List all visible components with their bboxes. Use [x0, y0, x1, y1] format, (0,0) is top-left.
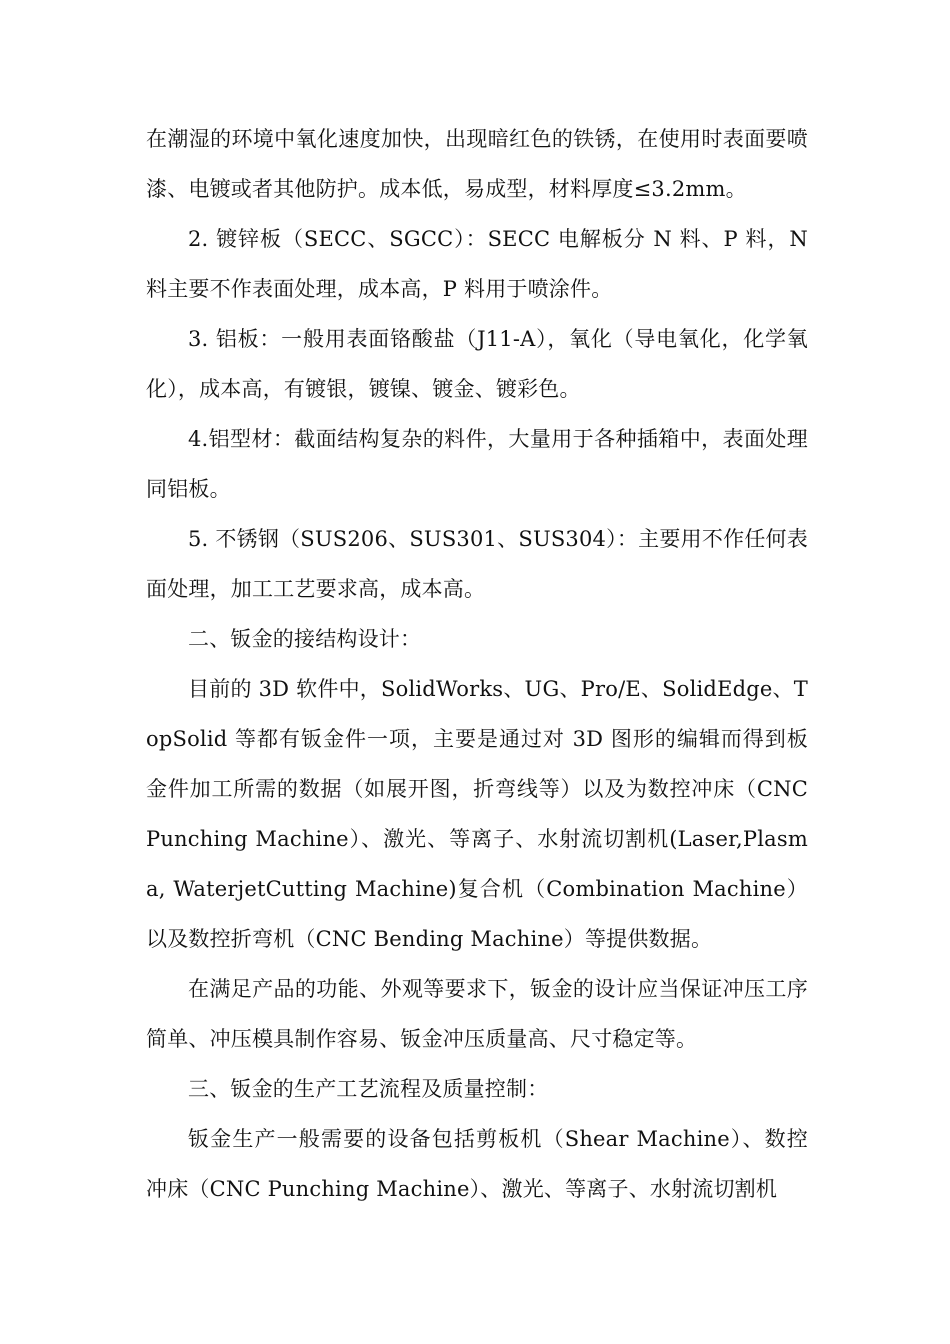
- paragraph-3d-software: 目前的 3D 软件中，SolidWorks、UG、Pro/E、SolidEdge、TopSolid 等都有钣金件一项，主要是通过对 3D 图形的编辑而得到板金件加工所需的数据（如展开图，折弯线等）以及为数控冲床（CNC Punching Machine）、激光、等离子、水射流切割机(Laser,Plasma, WaterjetCutting Machine)复合机（Combination Machine）以及数控折弯机（CNC Bending Machine）等提供数据。: [146, 677, 808, 951]
- section-heading-structure-design: 二、钣金的接结构设计：: [188, 627, 422, 651]
- section-heading-production-process: 三、钣金的生产工艺流程及质量控制：: [188, 1077, 549, 1101]
- paragraph-equipment: 钣金生产一般需要的设备包括剪板机（Shear Machine）、数控冲床（CNC Punching Machine）、激光、等离子、水射流切割机: [146, 1127, 808, 1201]
- paragraph-design-requirements: 在满足产品的功能、外观等要求下，钣金的设计应当保证冲压工序简单、冲压模具制作容易、钣金冲压质量高、尺寸稳定等。: [146, 977, 808, 1051]
- paragraph-aluminum-sheet: 3. 铝板：一般用表面铬酸盐（J11-A），氧化（导电氧化，化学氧化），成本高，有镀银，镀镍、镀金、镀彩色。: [146, 327, 808, 401]
- document-body: [146, 114, 808, 1214]
- paragraph-stainless-steel: 5. 不锈钢（SUS206、SUS301、SUS304）：主要用不作任何表面处理，加工工艺要求高，成本高。: [146, 527, 808, 601]
- paragraph-rust-protection: 在潮湿的环境中氧化速度加快，出现暗红色的铁锈，在使用时表面要喷漆、电镀或者其他防护。成本低，易成型，材料厚度≤3.2mm。: [146, 127, 808, 201]
- paragraph-galvanized-sheet: 2. 镀锌板（SECC、SGCC）：SECC 电解板分 N 料、P 料，N 料主要不作表面处理，成本高，P 料用于喷涂件。: [146, 227, 808, 301]
- paragraph-aluminum-profile: 4.铝型材：截面结构复杂的料件，大量用于各种插箱中，表面处理同铝板。: [146, 427, 808, 501]
